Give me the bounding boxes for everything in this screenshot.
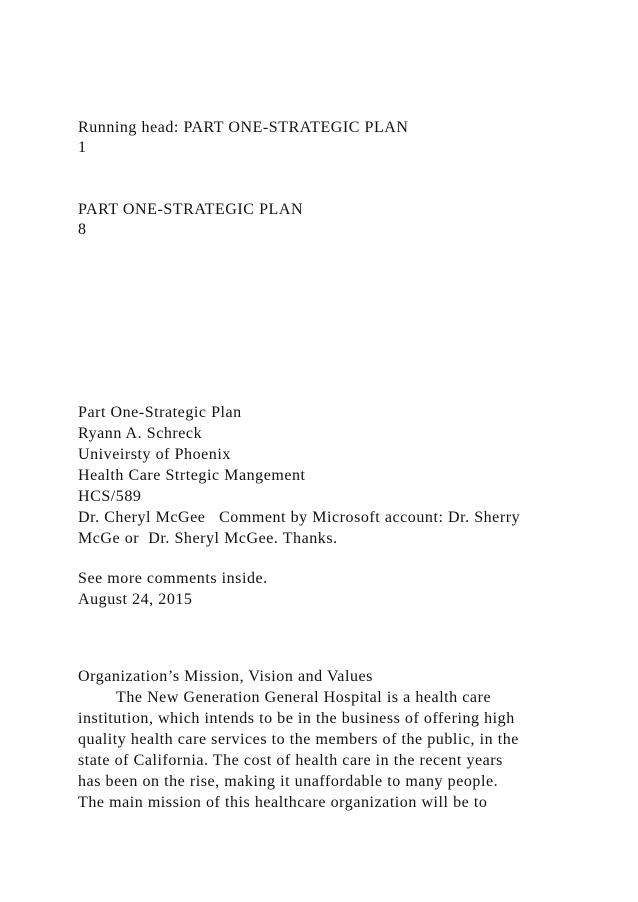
institution-name: Univeirsty of Phoenix <box>78 446 231 463</box>
paragraph-line: state of California. The cost of health care in the recent years <box>78 752 503 769</box>
course-code: HCS/589 <box>78 488 142 505</box>
page-number: 1 <box>78 139 87 156</box>
author-name: Ryann A. Schreck <box>78 425 203 442</box>
running-head: Running head: PART ONE-STRATEGIC PLAN <box>78 119 409 136</box>
paragraph-line: has been on the rise, making it unaffordable to many people. <box>78 773 499 790</box>
section-heading: Organization’s Mission, Vision and Values <box>78 668 373 685</box>
paper-title: Part One-Strategic Plan <box>78 404 242 421</box>
paragraph-line: quality health care services to the members of the public, in the <box>78 731 519 748</box>
comment-note: See more comments inside. <box>78 570 268 587</box>
submission-date: August 24, 2015 <box>78 591 193 608</box>
short-title-header: PART ONE-STRATEGIC PLAN <box>78 201 304 218</box>
instructor-line: Dr. Cheryl McGee Comment by Microsoft account: Dr. Sherry <box>78 509 521 526</box>
instructor-comment-cont: McGe or Dr. Sheryl McGee. Thanks. <box>78 530 338 547</box>
course-name: Health Care Strtegic Mangement <box>78 467 306 484</box>
page-number: 8 <box>78 221 87 238</box>
paragraph-line: institution, which intends to be in the business of offering high <box>78 710 515 727</box>
paragraph-line: The New Generation General Hospital is a health care <box>116 689 492 706</box>
paragraph-line: The main mission of this healthcare organization will be to <box>78 794 488 811</box>
